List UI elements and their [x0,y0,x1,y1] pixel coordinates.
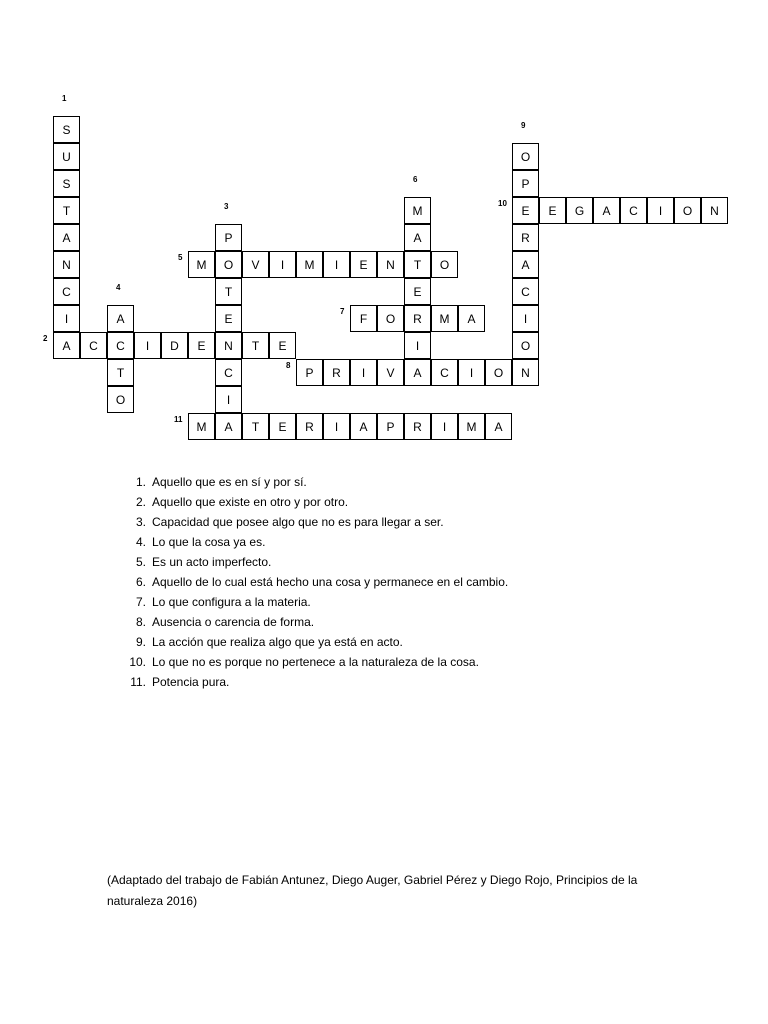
clue-item [128,492,508,512]
clue-text: Aquello que existe en otro y por otro. [152,495,349,509]
clue-number-label: 3 [224,202,229,211]
crossword-cell: T [107,359,134,386]
crossword-cell: A [404,224,431,251]
crossword-cell: C [107,332,134,359]
crossword-cell: A [593,197,620,224]
clue-number: 6. [135,575,146,589]
crossword-cell: M [188,251,215,278]
crossword-cell: A [107,305,134,332]
clue-text: Lo que no es porque no pertenece a la naturaleza de la cosa. [152,655,479,669]
crossword-cell: D [161,332,188,359]
crossword-cell: P [512,170,539,197]
crossword-cell: O [215,251,242,278]
crossword-cell: R [512,224,539,251]
crossword-cell: I [269,251,296,278]
clue-number: 3. [135,515,146,529]
clue-number: 10. [129,655,146,669]
crossword-cell: N [53,251,80,278]
crossword-cell: I [53,305,80,332]
crossword-cell: O [485,359,512,386]
crossword-cell: E [539,197,566,224]
clue-text: Potencia pura. [152,675,230,689]
crossword-cell: N [377,251,404,278]
crossword-cell: I [431,413,458,440]
crossword-cell: C [512,278,539,305]
clue-item [128,472,508,492]
crossword-cell: U [53,143,80,170]
crossword-cell: M [296,251,323,278]
crossword-cell: E [215,305,242,332]
clue-text: La acción que realiza algo que ya está en acto. [152,635,403,649]
crossword-cell: T [242,413,269,440]
crossword-cell: P [215,224,242,251]
crossword-cell: A [512,251,539,278]
clue-item [128,532,508,552]
clue-text: Capacidad que posee algo que no es para llegar a ser. [152,515,444,529]
crossword-cell: O [107,386,134,413]
crossword-cell: I [215,386,242,413]
crossword-cell: A [215,413,242,440]
crossword-cell: N [701,197,728,224]
crossword-cell: I [647,197,674,224]
crossword-cell: O [377,305,404,332]
crossword-cell: T [215,278,242,305]
clue-item [128,652,508,672]
crossword-cell: A [485,413,512,440]
crossword-cell: R [404,413,431,440]
clue-number: 9. [135,635,146,649]
crossword-cell: I [404,332,431,359]
clue-item [128,632,508,652]
crossword-cell: I [323,251,350,278]
clue-item [128,552,508,572]
crossword-cell: T [242,332,269,359]
crossword-cell: M [458,413,485,440]
clue-item [128,572,508,592]
clue-text: Es un acto imperfecto. [152,555,272,569]
crossword-cell: C [53,278,80,305]
clue-number: 1. [135,475,146,489]
crossword-cell: I [458,359,485,386]
crossword-cell: O [674,197,701,224]
crossword-cell: P [377,413,404,440]
clue-number: 8. [135,615,146,629]
crossword-grid [0,0,768,460]
crossword-cell: A [53,332,80,359]
clue-text: Lo que configura a la materia. [152,595,311,609]
crossword-cell: C [620,197,647,224]
clue-number-label: 9 [521,121,526,130]
clue-number-label: 2 [43,334,48,343]
crossword-cell: M [404,197,431,224]
crossword-cell: N [215,332,242,359]
clue-number-label: 11 [174,415,183,424]
clue-number-label: 8 [286,361,291,370]
clue-text: Aquello de lo cual está hecho una cosa y permanece en el cambio. [152,575,509,589]
crossword-cell: P [296,359,323,386]
clue-number-label: 4 [116,283,121,292]
crossword-cell: V [377,359,404,386]
crossword-cell: G [566,197,593,224]
clue-number: 11. [130,675,146,689]
clue-item [128,592,508,612]
crossword-cell: T [53,197,80,224]
crossword-cell: E [512,197,539,224]
crossword-cell: S [53,170,80,197]
crossword-cell: E [188,332,215,359]
clue-number: 2. [135,495,146,509]
clue-list [128,472,508,692]
clue-number-label: 10 [498,199,507,208]
crossword-cell: C [431,359,458,386]
crossword-cell: A [53,224,80,251]
clue-item [128,672,508,692]
crossword-cell: A [350,413,377,440]
clue-item [128,612,508,632]
source-credit: (Adaptado del trabajo de Fabián Antunez, Diego Auger, Gabriel Pérez y Diego Rojo, Principios de la naturaleza 2016) [107,873,638,908]
crossword-cell: I [350,359,377,386]
crossword-cell: R [323,359,350,386]
clue-number: 4. [135,535,146,549]
clue-number-label: 5 [178,253,183,262]
crossword-cell: I [134,332,161,359]
clue-text: Lo que la cosa ya es. [152,535,266,549]
crossword-cell: E [269,413,296,440]
clue-number: 5. [135,555,146,569]
crossword-cell: T [404,251,431,278]
crossword-cell: F [350,305,377,332]
crossword-cell: I [323,413,350,440]
crossword-cell: E [269,332,296,359]
crossword-cell: M [431,305,458,332]
crossword-cell: O [512,143,539,170]
clue-number-label: 1 [62,94,67,103]
crossword-cell: C [80,332,107,359]
crossword-cell: S [53,116,80,143]
crossword-cell: E [350,251,377,278]
crossword-cell: E [404,278,431,305]
clue-text: Ausencia o carencia de forma. [152,615,315,629]
crossword-cell: R [296,413,323,440]
crossword-cell: O [512,332,539,359]
clue-item [128,512,508,532]
crossword-cell: I [512,305,539,332]
crossword-cell: A [404,359,431,386]
crossword-cell: M [188,413,215,440]
clue-number: 7. [135,595,146,609]
clue-number-label: 7 [340,307,345,316]
clue-number-label: 6 [413,175,418,184]
crossword-cell: N [512,359,539,386]
clue-text: Aquello que es en sí y por sí. [152,475,307,489]
crossword-cell: V [242,251,269,278]
crossword-cell: O [431,251,458,278]
crossword-cell: R [404,305,431,332]
crossword-cell: A [458,305,485,332]
crossword-cell: C [215,359,242,386]
